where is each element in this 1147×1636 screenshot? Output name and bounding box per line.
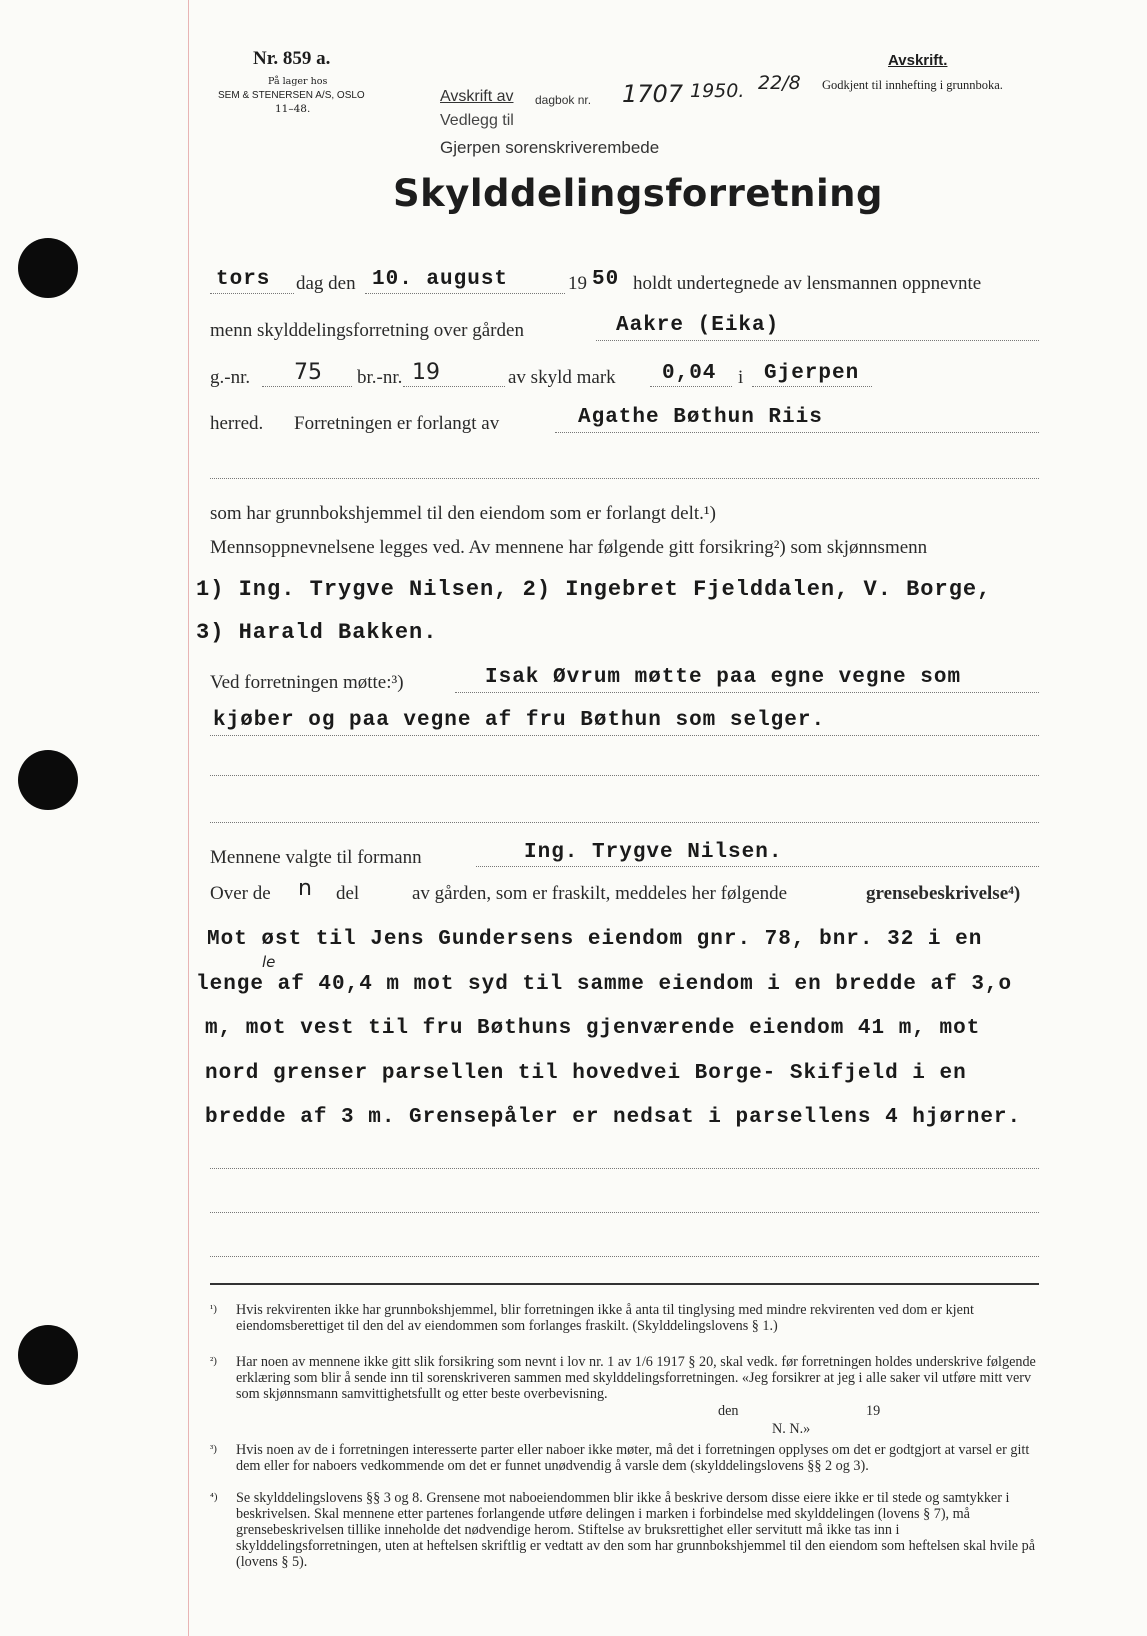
stamp-year: 1950. <box>690 80 745 102</box>
skyld-value: 0,04 <box>662 362 717 385</box>
description-line: nord grenser parsellen til hovedvei Borge- Skifjeld i en <box>205 1062 967 1085</box>
year-prefix: 19 <box>568 273 587 294</box>
dag-den-label: dag den <box>296 273 356 294</box>
chairman-value: Ing. Trygve Nilsen. <box>524 841 783 864</box>
intro-text-2: menn skylddelingsforretning over gården <box>210 320 524 341</box>
stamp-line-1: Avskrift av <box>440 88 514 105</box>
appraisers-line-2: 3) Harald Bakken. <box>196 620 438 645</box>
stamp-line-2: Vedlegg til <box>440 112 514 129</box>
footnote-divider <box>210 1283 1039 1285</box>
footnote-text: Hvis rekvirenten ikke har grunnbokshjemmel, blir forretningen ikke å anta til tinglysing med mindre rekvirenten ved dom er kjent eiendomsberettiget til den del av eiendommen som forlanges fraskilt. (Skylddelingslovens § 1.) <box>236 1302 974 1334</box>
footnote-den: den <box>718 1403 739 1419</box>
year-suffix: 50 <box>592 268 620 291</box>
weekday-value: tors <box>216 268 271 291</box>
approval-note: Godkjent til innhefting i grunnboka. <box>822 78 1003 92</box>
publisher-line-3: 11–48. <box>275 103 311 115</box>
appraisers-line-1: 1) Ing. Trygve Nilsen, 2) Ingebret Fjelddalen, V. Borge, <box>196 577 992 602</box>
gnr-label: g.-nr. <box>210 367 251 388</box>
stamp-date: 22/8 <box>758 72 801 94</box>
herred-label: herred. <box>210 413 264 434</box>
chairman-label: Mennene valgte til formann <box>210 847 422 868</box>
gnr-value: 75 <box>294 360 322 385</box>
date-value: 10. august <box>372 268 509 291</box>
parcel-bold-label: grensebeskrivelse⁴) <box>866 883 1021 904</box>
footnote-number: ²) <box>210 1355 217 1367</box>
description-line: Mot øst til Jens Gundersens eiendom gnr. 78, bnr. 32 i en <box>207 928 983 951</box>
description-line: lenge af 40,4 m mot syd til samme eiendom i en bredde af 3,o <box>196 973 1013 996</box>
parcel-rest-label: av gården, som er fraskilt, meddeles her følgende <box>412 883 788 904</box>
description-line: m, mot vest til fru Bøthuns gjenværende eiendom 41 m, mot <box>205 1017 981 1040</box>
footnote-number: ⁴) <box>210 1491 218 1503</box>
document-title: Skylddelingsforretning <box>393 172 883 215</box>
stamp-dagbok-label: dagbok nr. <box>535 93 592 107</box>
parcel-fraction: n <box>298 876 312 901</box>
attendance-line-2: kjøber og paa vegne af fru Bøthun som selger. <box>213 709 826 732</box>
margin-rule <box>188 0 189 1636</box>
footnote-text: Se skylddelingslovens §§ 3 og 8. Grensene mot naboeiendommen blir ikke å beskrive dersom disse eiere ikke er til stede og samtykker i beskrivelsen. Skal mennene etter partenes forlangende utføre delingen i marken i forbindelse med skylddelingen (lovens § 7), må grensebeskrivelsen tillike inneholde det nødvendige herom. Stiftelse av bruksrettighet eller servitutt må ikke tas inn i skylddelingsforretningen, uten at heftelsen skriftlig er vedtatt av den som har grunnbokshjemmel til den eiendom som heftelsen skal hvile på (lovens § 5). <box>236 1490 1036 1570</box>
footnote-text: Har noen av mennene ikke gitt slik forsikring som nevnt i lov nr. 1 av 1/6 1917 § 20, skal vedk. før forretningen holdes underskrive følgende erklæring som blir å sende inn til sorenskriveren sammen med skylddelingsforretningen. «Jeg forsikrer at jeg i alle saker vil utføre mitt verv som skjønnsmann samvittighetsfullt og etter beste overbevisning. <box>236 1354 1036 1402</box>
stamp-line-3: Gjerpen sorenskriverembede <box>440 138 660 157</box>
intro-text-1: holdt undertegnede av lensmannen oppnevnte <box>633 273 982 294</box>
binder-hole-bottom <box>18 1325 78 1385</box>
copy-label: Avskrift. <box>888 52 948 69</box>
parcel-del-label: del <box>336 883 360 904</box>
appointment-text: Mennsoppnevnelsene legges ved. Av mennene har følgende gitt forsikring²) som skjønnsmenn <box>210 537 928 558</box>
form-number: Nr. 859 a. <box>253 48 331 69</box>
skyld-label: av skyld mark <box>508 367 616 388</box>
description-line: bredde af 3 m. Grensepåler er nedsat i parsellens 4 hjørner. <box>205 1106 1022 1129</box>
municipality-value: Gjerpen <box>764 362 860 385</box>
margin-correction: le <box>262 953 276 971</box>
footnote-number: ³) <box>210 1443 217 1455</box>
publisher-line-2: SEM & STENERSEN A/S, OSLO <box>218 90 365 101</box>
publisher-line-1: På lager hos <box>268 76 328 87</box>
holder-text: som har grunnbokshjemmel til den eiendom som er forlangt delt.¹) <box>210 503 716 524</box>
attendance-label: Ved forretningen møtte:³) <box>210 672 404 693</box>
footnote-year: 19 <box>866 1403 881 1419</box>
footnote-signature: N. N.» <box>772 1421 811 1437</box>
farm-value: Aakre (Eika) <box>616 314 780 337</box>
stamp-dagbok-value: 1707 <box>622 80 684 108</box>
attendance-line-1: Isak Øvrum møtte paa egne vegne som <box>485 666 962 689</box>
binder-hole-middle <box>18 750 78 810</box>
footnote-text: Hvis noen av de i forretningen interesserte parter eller naboer ikke møter, må det i forretningen opplyses om det er godtgjort at varsel er gitt dem eller for naboers vedkommende om det er funnet unødvendig å varsle dem (skylddelingslovens §§ 2 og 3). <box>236 1442 1030 1474</box>
footnote-number: ¹) <box>210 1303 217 1315</box>
binder-hole-top <box>18 238 78 298</box>
parcel-over-de-label: Over de <box>210 883 271 904</box>
bnr-label: br.-nr. <box>357 367 403 388</box>
i-label: i <box>738 367 744 388</box>
bnr-value: 19 <box>412 360 440 385</box>
requester-value: Agathe Bøthun Riis <box>578 406 823 429</box>
requested-label: Forretningen er forlangt av <box>294 413 500 434</box>
